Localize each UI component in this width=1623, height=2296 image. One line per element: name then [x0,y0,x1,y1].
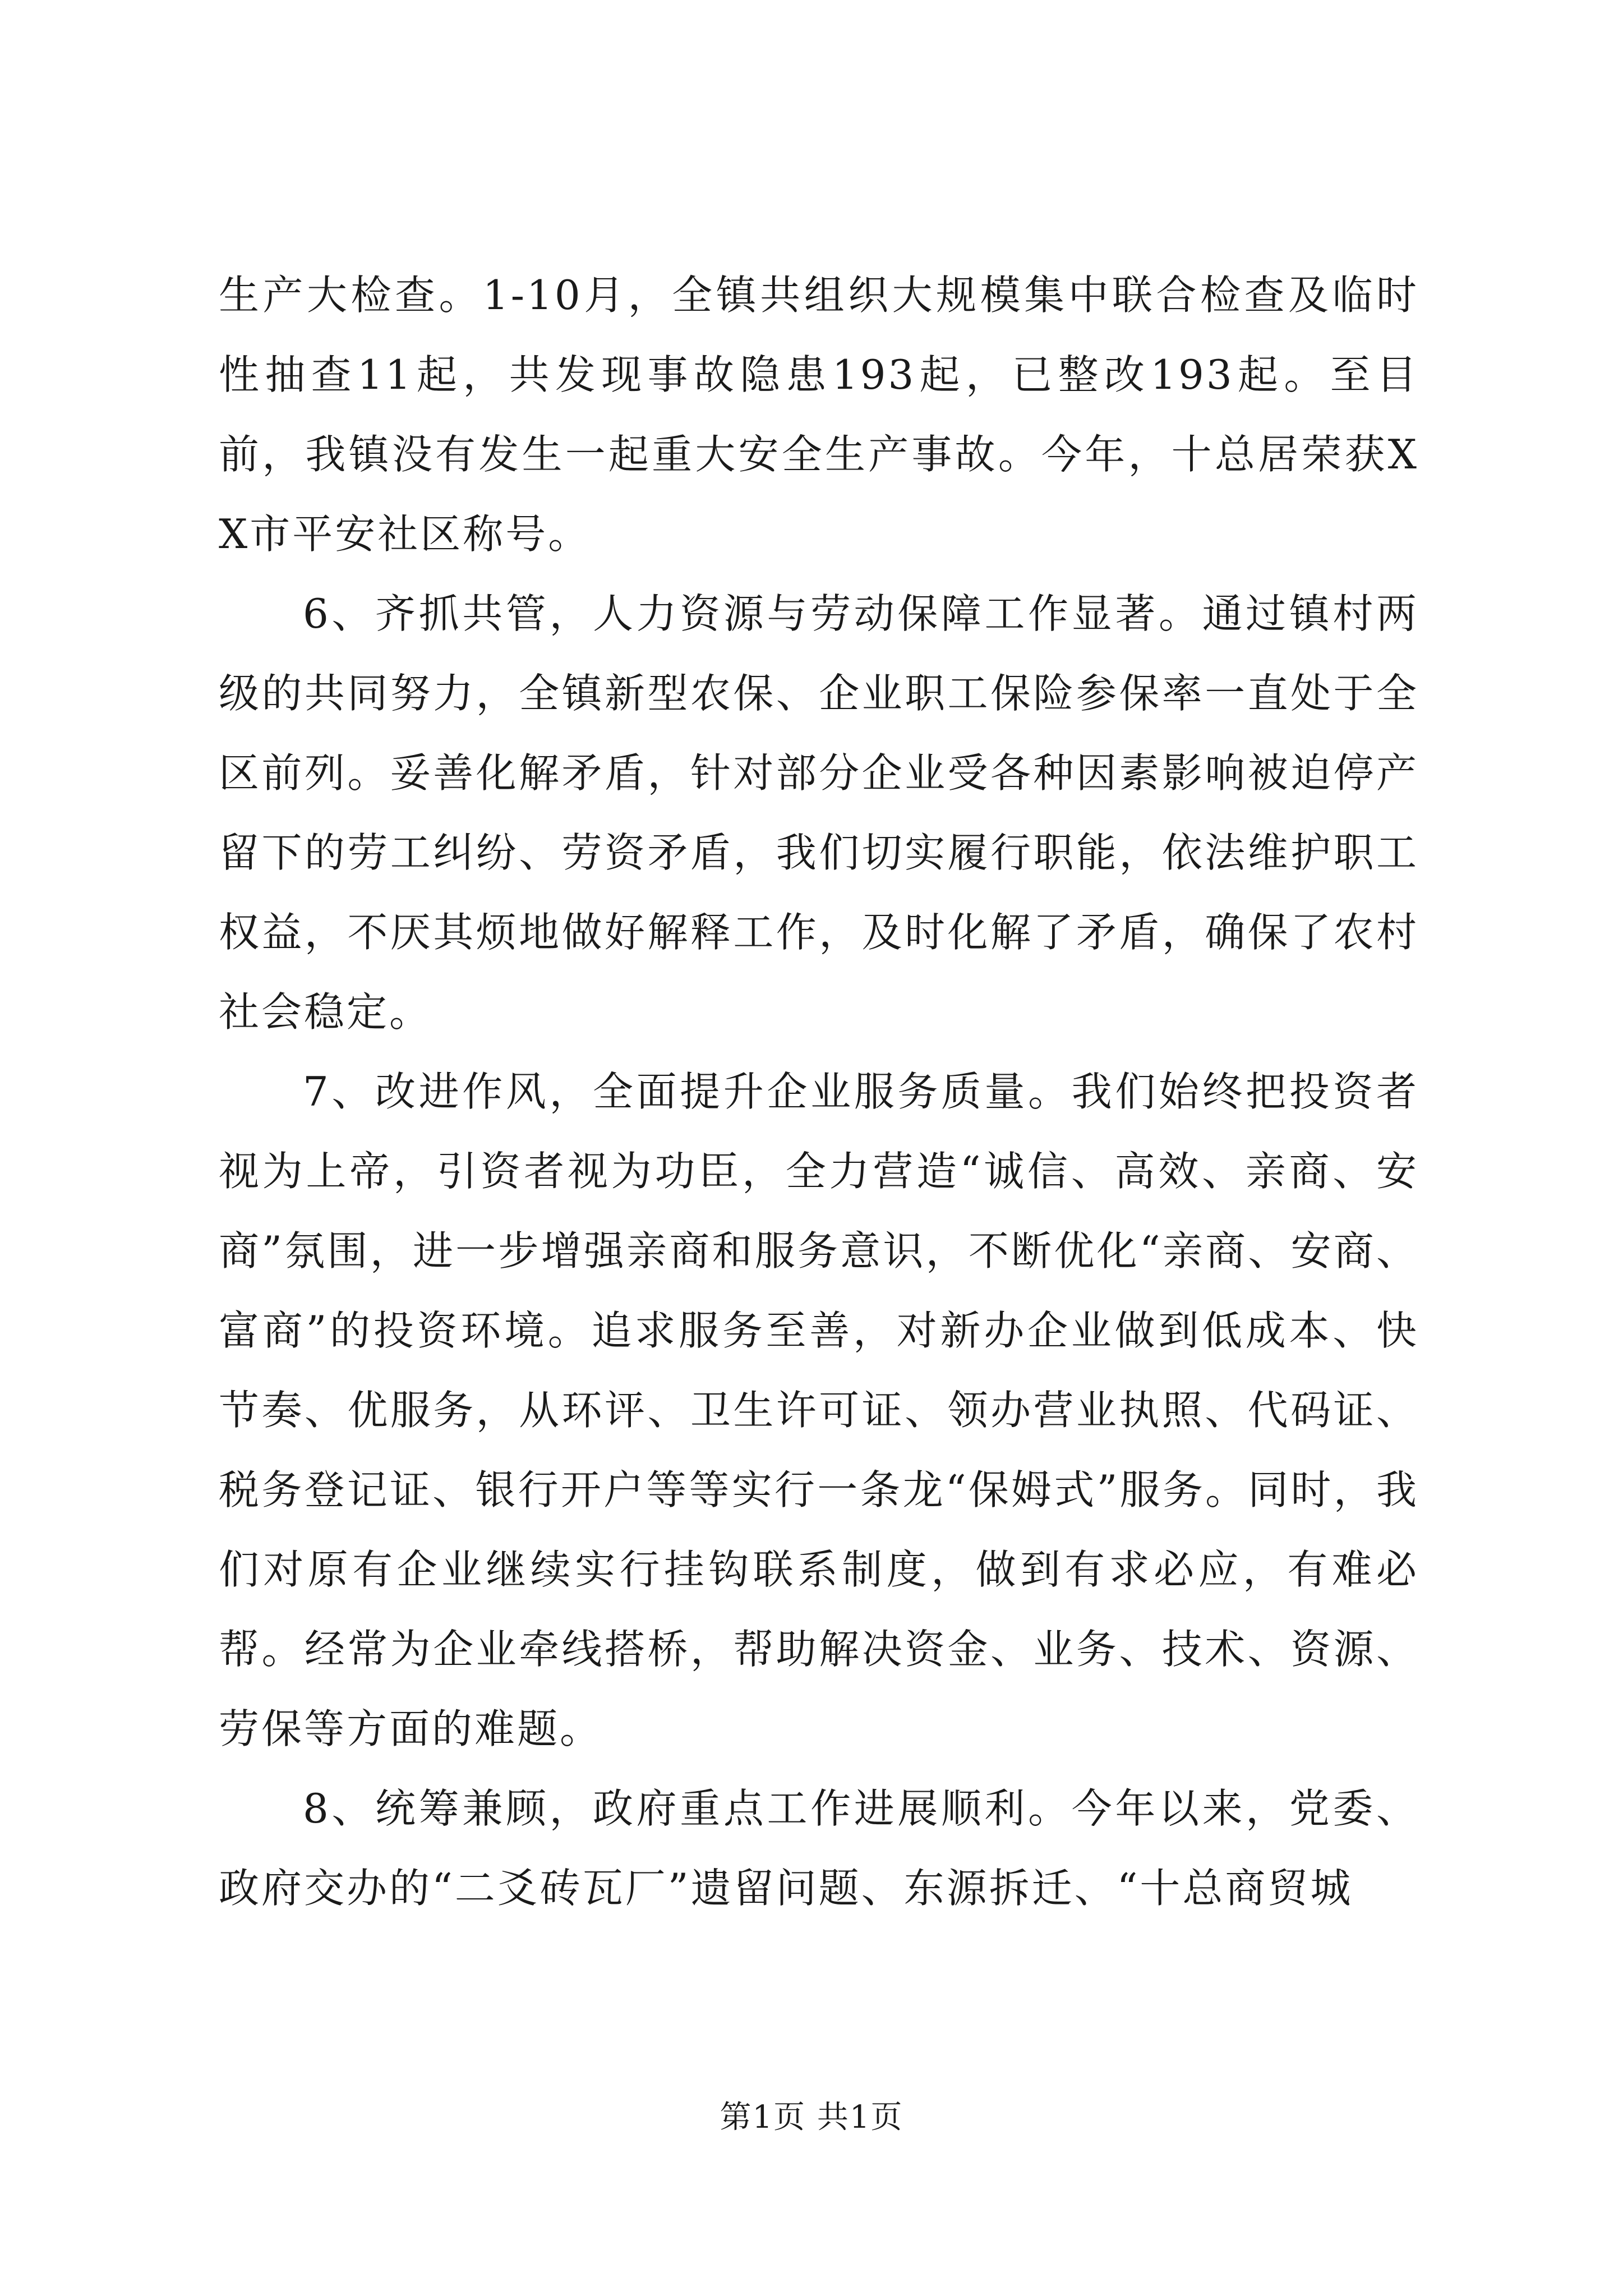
page-number-footer: 第1页 共1页 [720,2099,903,2136]
paragraph-safety-inspection: 生产大检查。1-10月，全镇共组织大规模集中联合检查及临时性抽查11起，共发现事故隐患193起，已整改193起。至目前，我镇没有发生一起重大安全生产事故。今年，十总居荣获XX市平安社区称号。 [219,272,1419,558]
document-body [219,255,1419,1928]
paragraph-government-key-work: 8、统筹兼顾，政府重点工作进展顺利。今年以来，党委、政府交办的“二爻砖瓦厂”遗留问题、东源拆迁、“十总商贸城 [219,1785,1419,1912]
paragraph-enterprise-service: 7、改进作风，全面提升企业服务质量。我们始终把投资者视为上帝，引资者视为功臣，全力营造“诚信、高效、亲商、安商”氛围，进一步增强亲商和服务意识，不断优化“亲商、安商、富商”的投资环境。追求服务至善，对新办企业做到低成本、快节奏、优服务，从环评、卫生许可证、领办营业执照、代码证、税务登记证、银行开户等等实行一条龙“保姆式”服务。同时，我们对原有企业继续实行挂钩联系制度，做到有求必应，有难必帮。经常为企业牵线搭桥，帮助解决资金、业务、技术、资源、劳保等方面的难题。 [219,1068,1419,1752]
paragraph-labor-security: 6、齐抓共管，人力资源与劳动保障工作显著。通过镇村两级的共同努力，全镇新型农保、企业职工保险参保率一直处于全区前列。妥善化解矛盾，针对部分企业受各种因素影响被迫停产留下的劳工纠纷、劳资矛盾，我们切实履行职能，依法维护职工权益，不厌其烦地做好解释工作，及时化解了矛盾，确保了农村社会稳定。 [219,590,1419,1036]
